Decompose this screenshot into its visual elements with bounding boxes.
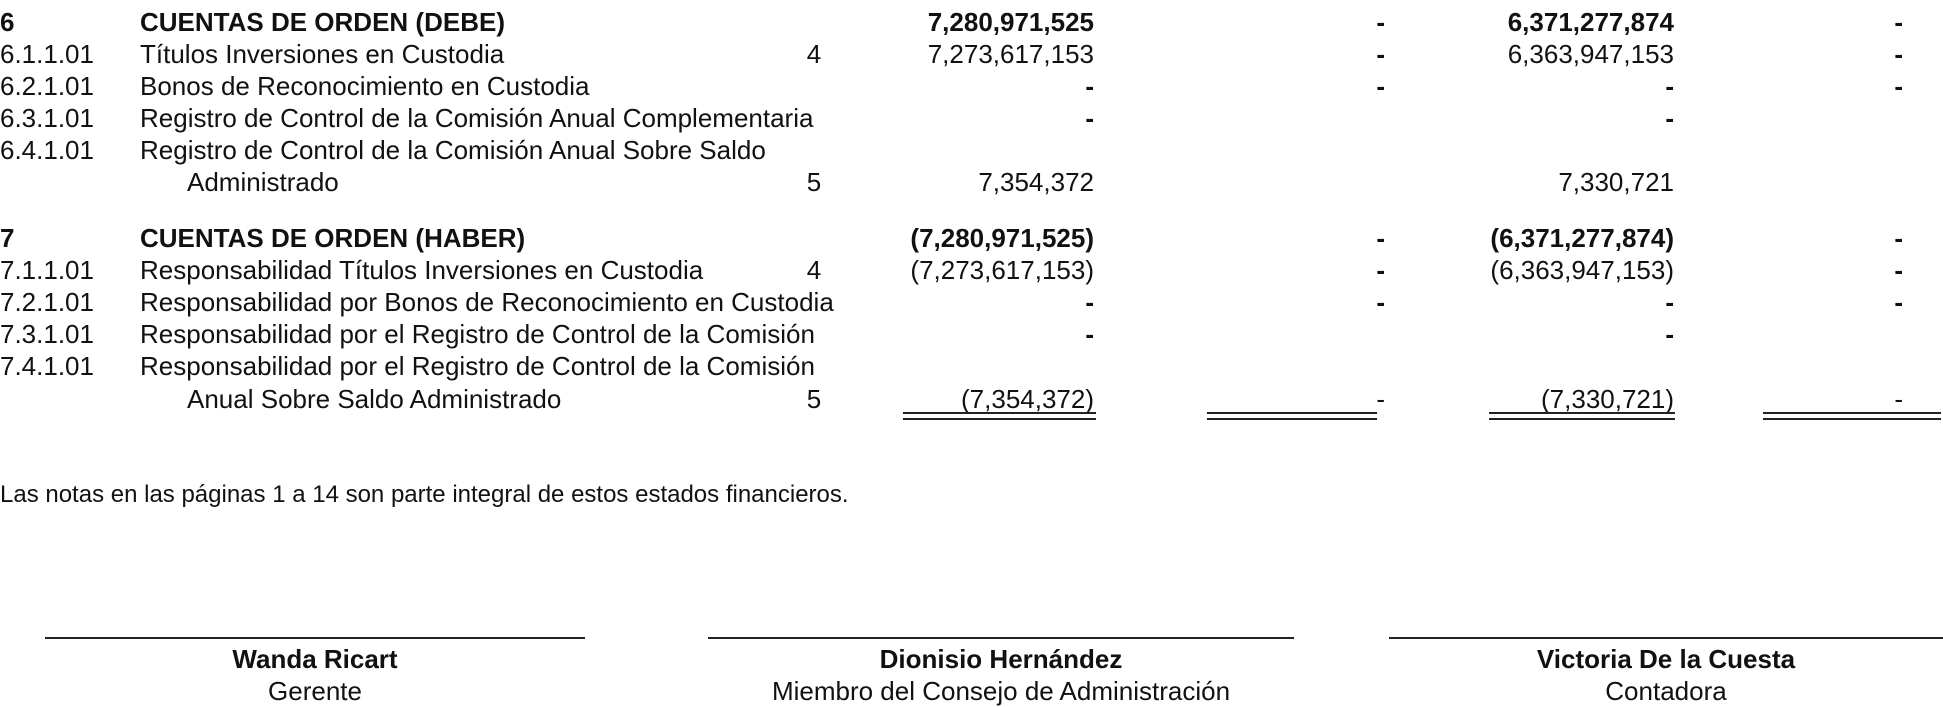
account-description: Anual Sobre Saldo Administrado (187, 384, 562, 414)
value-col-1: 7,273,617,153 (927, 39, 1094, 69)
account-code: 7.3.1.01 (0, 319, 94, 349)
value-col-3: 6,371,277,874 (1507, 7, 1674, 37)
value-col-3: - (1665, 71, 1674, 101)
account-description: Responsabilidad por el Registro de Control de la Comisión (140, 319, 815, 349)
value-col-3: 6,363,947,153 (1507, 39, 1674, 69)
value-col-3: (6,371,277,874) (1490, 223, 1674, 253)
account-code: 7.1.1.01 (0, 255, 94, 285)
value-col-1: - (1085, 319, 1094, 349)
value-col-2: - (1376, 287, 1385, 317)
value-col-4: - (1894, 255, 1903, 285)
signatory-role: Contadora (1605, 676, 1727, 706)
account-description: Responsabilidad por el Registro de Control de la Comisión (140, 351, 815, 381)
account-description: Títulos Inversiones en Custodia (140, 39, 505, 69)
value-col-1: (7,273,617,153) (910, 255, 1094, 285)
value-col-4: - (1894, 71, 1903, 101)
table-row (0, 38, 1943, 70)
account-description: Responsabilidad por Bonos de Reconocimiento en Custodia (140, 287, 834, 317)
value-col-2: - (1376, 7, 1385, 37)
value-col-2: - (1376, 255, 1385, 285)
signature-block-gerente (45, 637, 585, 707)
table-row (0, 350, 1943, 382)
signatory-name: Wanda Ricart (232, 644, 398, 674)
note-reference: 5 (806, 167, 822, 197)
signature-line (45, 637, 585, 639)
value-col-1: (7,354,372) (961, 384, 1094, 414)
account-code: 7 (0, 223, 15, 253)
account-description: Registro de Control de la Comisión Anual Complementaria (140, 103, 814, 133)
account-description: Administrado (187, 167, 339, 197)
table-row (0, 70, 1943, 102)
table-row (0, 383, 1943, 415)
value-col-3: - (1665, 319, 1674, 349)
value-col-4: - (1894, 7, 1903, 37)
table-row (0, 254, 1943, 286)
value-col-2: - (1376, 384, 1385, 414)
value-col-4: - (1894, 384, 1903, 414)
account-description: CUENTAS DE ORDEN (HABER) (140, 223, 526, 253)
value-col-1: - (1085, 287, 1094, 317)
note-reference: 4 (806, 39, 822, 69)
account-description: Responsabilidad Títulos Inversiones en Custodia (140, 255, 704, 285)
table-row (0, 134, 1943, 166)
value-col-3: 7,330,721 (1558, 167, 1674, 197)
double-underline-col-4 (1763, 412, 1941, 420)
value-col-1: 7,354,372 (978, 167, 1094, 197)
row-section-7 (0, 222, 1943, 254)
account-code: 6.2.1.01 (0, 71, 94, 101)
value-col-2: - (1376, 39, 1385, 69)
value-col-3: (7,330,721) (1541, 384, 1674, 414)
footnote: Las notas en las páginas 1 a 14 son parte integral de estos estados financieros. (0, 481, 849, 508)
table-row (0, 318, 1943, 350)
value-col-1: 7,280,971,525 (927, 7, 1094, 37)
signature-block-consejo (708, 637, 1294, 707)
account-description: Bonos de Reconocimiento en Custodia (140, 71, 590, 101)
note-reference: 4 (806, 255, 822, 285)
account-code: 7.2.1.01 (0, 287, 94, 317)
signatory-role: Miembro del Consejo de Administración (771, 676, 1231, 706)
signature-line (708, 637, 1294, 639)
value-col-1: (7,280,971,525) (910, 223, 1094, 253)
account-code: 6.3.1.01 (0, 103, 94, 133)
value-col-2: - (1376, 71, 1385, 101)
account-code: 6.1.1.01 (0, 39, 94, 69)
value-col-3: - (1665, 103, 1674, 133)
value-col-1: - (1085, 71, 1094, 101)
signature-line (1389, 637, 1943, 639)
value-col-2: - (1376, 223, 1385, 253)
signatory-role: Gerente (268, 676, 362, 706)
account-code: 7.4.1.01 (0, 351, 94, 381)
signatory-name: Dionisio Hernández (879, 644, 1123, 674)
account-description: CUENTAS DE ORDEN (DEBE) (140, 7, 505, 37)
table-row (0, 286, 1943, 318)
value-col-3: (6,363,947,153) (1490, 255, 1674, 285)
table-row (0, 166, 1943, 198)
row-section-6 (0, 6, 1943, 38)
value-col-4: - (1894, 39, 1903, 69)
signatory-name: Victoria De la Cuesta (1536, 644, 1796, 674)
value-col-3: - (1665, 287, 1674, 317)
value-col-4: - (1894, 287, 1903, 317)
table-row (0, 102, 1943, 134)
double-underline-col-2 (1207, 412, 1377, 420)
signature-block-contadora (1389, 637, 1943, 707)
account-code: 6 (0, 7, 15, 37)
value-col-4: - (1894, 223, 1903, 253)
account-code: 6.4.1.01 (0, 135, 94, 165)
double-underline-col-3 (1489, 412, 1675, 420)
note-reference: 5 (806, 384, 822, 414)
double-underline-col-1 (903, 412, 1096, 420)
value-col-1: - (1085, 103, 1094, 133)
account-description: Registro de Control de la Comisión Anual Sobre Saldo (140, 135, 766, 165)
